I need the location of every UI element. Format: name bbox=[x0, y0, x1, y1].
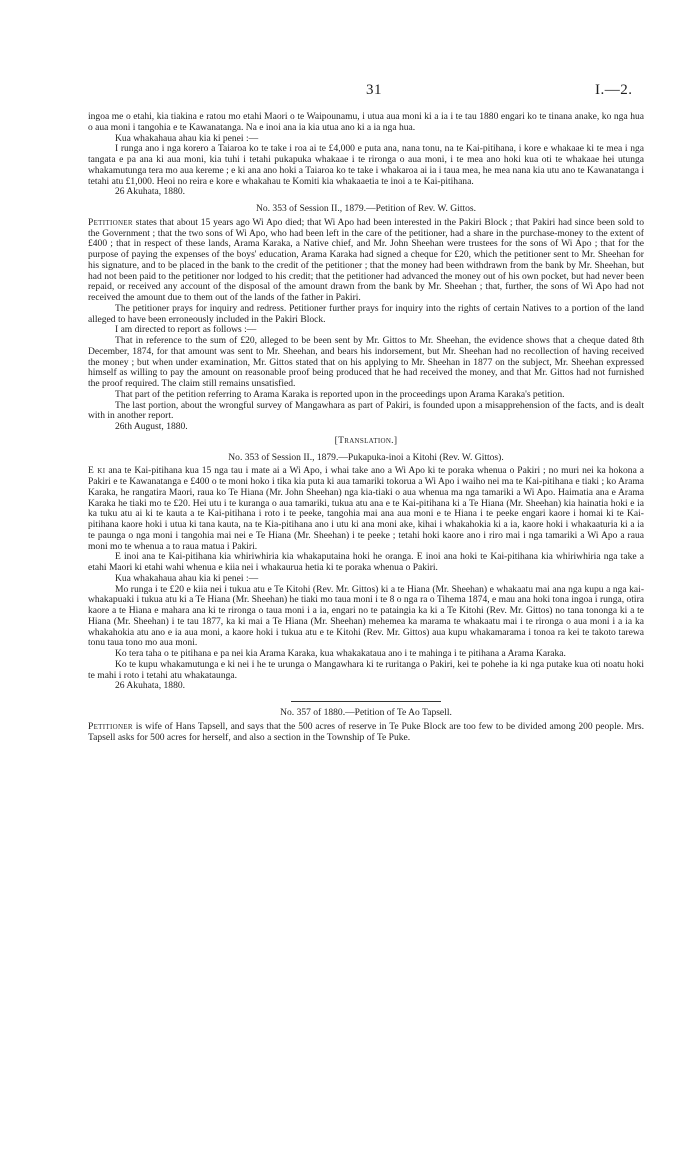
paragraph: The last portion, about the wrongful survey of Mangawhara as part of Pakiri, is founded upon a misapprehension of the facts, and is dealt with in another report. bbox=[88, 399, 644, 422]
paragraph: Ko tera taha o te pitihana e pa nei kia Arama Karaka, kua whakakataua ano i te mahinga i te pitihana a Arama Karaka. bbox=[115, 648, 566, 659]
paragraph: ingoa me o etahi, kia tiakina e ratou mo etahi Maori o te Waipounamu, i utua aua moni ki a ia i te tau 1880 engari ko te tinana anake, ko nga hua o aua moni i tangohia e te Kawanatanga. Na e inoi ana ia kia utua ano ki a ia nga hua. bbox=[88, 111, 644, 133]
paragraph-text: states that about 15 years ago Wi Apo died; that Wi Apo had been interested in the Pakiri Block ; that Pakiri had since been sold to the Government ; that the two sons of Wi Apo, who had been left in the care of the petitioner, had a share in the purchase-money to the extent of £400 ; that in respect of these lands, Arama Karaka, a Native chief, and Mr. John Sheehan were trustees for the sons of Wi Apo ; that for the purpose of paying the expenses of the boys' education, Arama Karaka had signed a cheque for £20, which the petitioner sent to Mr. Sheehan for his signature, and to be placed in the bank to the credit of the petitioner ; that the money had been withdrawn from the bank by Mr. Sheehan, but had not been paid to the petitioner nor lodged to his credit; that the petitioner had advanced the money out of his own pocket, but had never been repaid, or received any account of the disposal of the amount drawn from the bank by Mr. Sheehan ; that, further, the sons of Wi Apo had not received the amount due to them out of the lands of the father in Pakiri. bbox=[88, 216, 644, 303]
paragraph: The petitioner prays for inquiry and redress. Petitioner further prays for inquiry into the rights of certain Natives to a portion of the land alleged to have been erroneously included in the Pakiri Block. bbox=[88, 302, 644, 325]
paragraph: E inoi ana te Kai-pitihana kia whiriwhiria kia whakaputaina hoki he oranga. E inoi ana hoki te Kai-pitihana kia whiriwhiria nga take a etahi Maori ki etahi wahi whenua e kiia nei i whakaurua hetia ki te poraka whenua o Pakiri. bbox=[88, 551, 644, 573]
paragraph: I runga ano i nga korero a Taiaroa ko te take i roa ai te £4,000 e puta ana, nana tonu, na te Kai-pitihana, i kore e whakaae ki te mea i nga tangata e pa ana ki aua moni, kia tuhi i tetahi pukapuka whakaae i te rironga o aua moni, i te mea ano hoki kua oti te whakaae hei utunga whakamutunga tera mo aua kereme ; e ki ana ano hoki a Taiaroa ko te take i whakaroa ai ia i taua mea, he mea nana kia utu ano te Kawanatanga i tetahi atu £1,000. Heoi no reira e kore e whakahau te Komiti kia whakaaetia te inoi a te Kai-pitihana. bbox=[88, 143, 644, 187]
section-heading bbox=[88, 204, 644, 215]
paragraph-text: is wife of Hans Tapsell, and says that the 500 acres of reserve in Te Puke Block are too few to be divided among 200 people. Mrs. Tapsell asks for 500 acres for herself, and also a section in the Township of Te Puke. bbox=[88, 720, 644, 743]
paragraph: Mo runga i te £20 e kiia nei i tukua atu e Te Kitohi (Rev. Mr. Gittos) ki a te Hiana (Mr. Sheehan) e whakaatu mai ana nga kupu a nga kai-whakapuaki i tukua atu ki a Te Hiana (Mr. Sheehan) he tiaki mo taua moni i te 8 o nga ra o Tihema 1874, e mau ana hoki tona ingoa i runga, otira kaore a te Hiana e mahara ana ki te rironga o taua moni i a ia, engari no te pataingia ka ki a Te Kitohi (Rev. Mr. Gittos) no tana tononga ki a te Hiana (Mr. Sheehan) i te tau 1877, ka ki mai a Te Hiana (Mr. Sheehan) mehemea ka marama te whakaatu mai i te rironga o aua moni i a ia ka whakahokia atu ano e ia aua moni, a kaore hoki i tukua atu e te Kitohi (Rev. Mr. Gittos) aua kupu whakamarama i tonoa ra kei te takoto tarewa tonu taua tono mo aua moni. bbox=[88, 583, 644, 649]
date-line: 26th August, 1880. bbox=[115, 421, 188, 432]
paragraph: I am directed to report as follows :— bbox=[115, 324, 257, 336]
section-heading-text: No. 357 of 1880.—Petition of Te Ao Tapsell. bbox=[280, 707, 452, 718]
date-line: 26 Akuhata, 1880. bbox=[115, 680, 186, 692]
section-heading-text: No. 353 of Session II., 1879.—Pukapuka-inoi a Kitohi (Rev. W. Gittos). bbox=[228, 451, 504, 463]
section-heading bbox=[88, 453, 644, 464]
section-heading bbox=[88, 708, 644, 719]
paragraph: Kua whakahaua ahau kia ki penei :— bbox=[115, 132, 259, 144]
document-body bbox=[88, 112, 644, 743]
paragraph: Ko te kupu whakamutunga e ki nei i he te urunga o Mangawhara ki te ruritanga o Pakiri, kei te pohehe ia ki nga putake kua oti noatu hoki te mahi i roto i tetahi atu whakataunga. bbox=[88, 658, 644, 681]
translation-label-text: [Translation.] bbox=[334, 434, 398, 446]
paragraph-text: ana te Kai-pitihana kua 15 nga tau i mate ai a Wi Apo, i whai take ano a Wi Apo ki te poraka whenua o Pakiri ; no muri nei ka hokona a Pakiri e te Kawanatanga e £400 o te moni hoko i tika kia puta ki aua tamariki tokorua a Wi Apo i waiho nei ma te Kai-pitihana e tiaki ; ko Arama Karaka, he rangatira Maori, raua ko Te Hiana (Mr. John Sheehan) nga kia-tiaki o aua whenua ma nga tamariki a Wi Apo. Haimatia ana e Arama Karaka he tiaki mo te £20. Hei utu i te kuranga o aua tamariki, tukua atu ana e te Kai-pitihana ki a Te Hiana (Mr. Sheehan) kia hainatia hoki e ia ka tuku atu ai ki te kauta a te Kai-pitihana i roto i te peeke, tangohia mai ana aua moni e te Hiana i te peeke engari kaore i homai ki te Kai-pitihana kaore hoki i utua ki tana kauta, na te Kia-pitihana ano i utu ki ana moni ake, kihai i whakahokia ki a ia, kaore hoki i whakaaturia ki a ia te paunga o nga moni i tangohia mai nei e Te Hiana (Mr. Sheehan) i te peeke ; tetahi hoki kaore ano i riro mai i nga tamariki a Wi Apo a raua moni mo te whenua a to raua matua i Pakiri. bbox=[88, 465, 644, 552]
section-divider bbox=[291, 701, 441, 702]
document-reference: I.—2. bbox=[595, 82, 633, 98]
paragraph: Kua whakahaua ahau kia ki penei :— bbox=[115, 572, 259, 584]
paragraph: That in reference to the sum of £20, alleged to be been sent by Mr. Gittos to Mr. Sheehan, the evidence shows that a cheque dated 8th December, 1874, for that amount was sent to Mr. Sheehan, and bears his indorsement, but Mr. Sheehan had no recollection of having received the money ; but when under examination, Mr. Gittos stated that on his applying to Mr. Sheehan in 1877 on the subject, Mr. Sheehan expressed himself as willing to pay the amount on reasonable proof being produced that he had received the money, and that Mr. Gittos had not furnished the proof required. The claim still remains unsatisfied. bbox=[88, 335, 644, 389]
paragraph bbox=[88, 722, 644, 744]
page-header bbox=[0, 82, 700, 102]
page-number: 31 bbox=[366, 82, 382, 98]
translation-label bbox=[88, 436, 644, 447]
lead-word: Petitioner bbox=[88, 216, 133, 228]
paragraph: That part of the petition referring to Arama Karaka is reported upon in the proceedings upon Arama Karaka's petition. bbox=[115, 388, 565, 400]
paragraph bbox=[88, 466, 644, 552]
lead-word: E ki bbox=[88, 465, 106, 477]
section-heading-text: No. 353 of Session II., 1879.—Petition of Rev. W. Gittos. bbox=[255, 203, 477, 214]
paragraph bbox=[88, 218, 644, 304]
lead-word: Petitioner bbox=[88, 720, 133, 732]
date-line: 26 Akuhata, 1880. bbox=[115, 186, 186, 198]
